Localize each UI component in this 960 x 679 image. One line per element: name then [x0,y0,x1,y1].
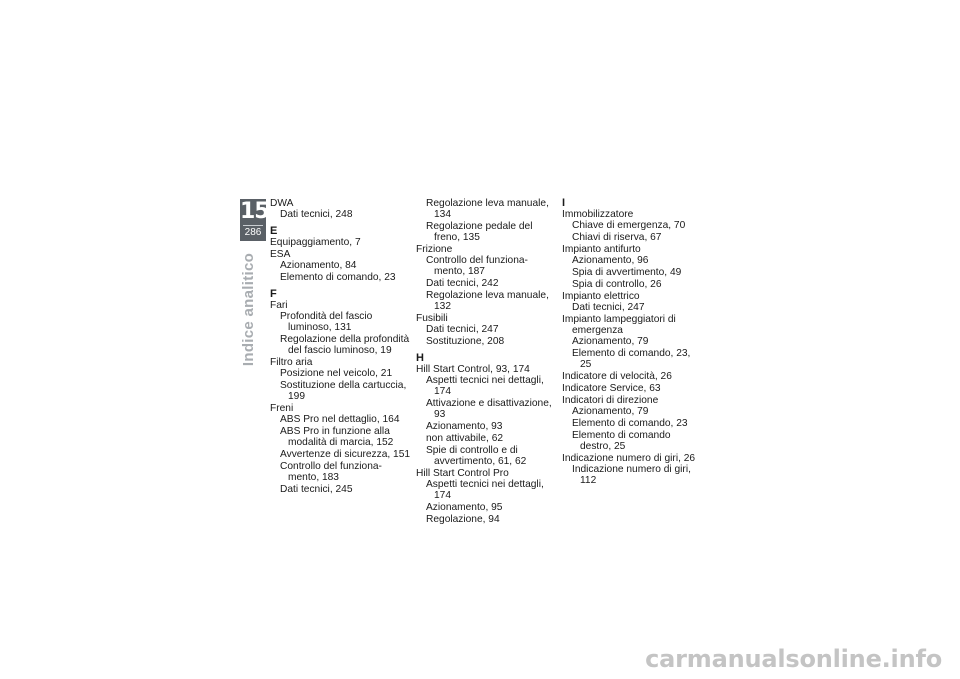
index-subentry-list [270,414,412,495]
index-subentry: Profondità del fascio luminoso, 131 [280,311,373,333]
index-entry-title: Frizione [416,244,453,255]
index-entry [416,313,558,347]
index-column-2 [416,198,558,526]
index-subentry: Regolazione, 94 [426,514,500,525]
index-subentry: Indicazione numero di giri, 112 [572,464,691,486]
index-entry-title: Fusibili [416,313,448,324]
index-entry [270,198,412,220]
index-subentry: Dati tecnici, 247 [572,302,645,313]
index-subentry: non attivabile, 62 [426,433,504,444]
index-subentry: Spia di controllo, 26 [572,279,662,290]
index-entry [562,453,704,486]
index-subentry-list [562,255,704,290]
index-subentry: Sostituzione, 208 [426,336,505,347]
index-subentry: Dati tecnici, 245 [280,484,353,495]
index-entry-title: Impianto elettrico [562,291,640,302]
index-entry [270,300,412,356]
index-entry-title: Impianto lampeggiatori di emergenza [562,314,676,336]
index-column-1 [270,198,412,496]
index-subentry: Sostituzione della cartuccia, 199 [280,380,407,402]
index-subentry: Azionamento, 79 [572,406,649,417]
index-subentry: Chiavi di riserva, 67 [572,232,662,243]
index-subentry: Aspetti tecnici nei dettagli, 174 [426,375,544,397]
index-letter-heading: I [562,197,566,209]
index-subentry: Dati tecnici, 242 [426,278,499,289]
index-entry [562,244,704,290]
index-subentry: Elemento di comando destro, 25 [572,430,671,452]
chapter-number: 15 [240,199,269,224]
index-entry-title: Indicatore Service, 63 [562,383,661,394]
index-entry-title: Hill Start Control Pro [416,468,509,479]
index-entry-title: ESA [270,249,291,260]
index-subentry: Regolazione leva manuale, 134 [426,198,549,220]
index-subentry: Azionamento, 79 [572,336,649,347]
index-entry [562,209,704,243]
index-subentry-list [416,375,558,467]
index-subentry: Attivazione e disattivazione, 93 [426,398,552,420]
index-subentry: Chiave di emergenza, 70 [572,220,686,231]
index-entry [416,244,558,312]
index-entry [416,364,558,467]
index-entry-title: Fari [270,300,288,311]
index-subentry: Elemento di comando, 23 [280,272,396,283]
section-title-text: Indice analitico [240,252,258,366]
index-entry [270,357,412,402]
index-subentry: Regolazione della profondità del fascio luminoso, 19 [280,334,410,356]
index-entry [562,314,704,370]
index-entry-title: Impianto antifurto [562,244,641,255]
index-entry-title: Immobilizzatore [562,209,634,220]
index-subentry: Azionamento, 95 [426,502,503,513]
index-subentry-list [416,198,558,243]
index-subentry: Elemento di comando, 23, 25 [572,348,691,370]
page-number: 286 [244,227,262,238]
index-entry [562,395,704,452]
index-entry-title: Hill Start Control, 93, 174 [416,364,530,375]
index-subentry: Dati tecnici, 247 [426,324,499,335]
index-subentry-list [562,336,704,370]
index-letter-heading: H [416,352,424,364]
index-letter-heading: E [270,225,278,237]
index-subentry-list [416,255,558,312]
index-entry-title: Equipaggiamento, 7 [270,237,361,248]
index-subentry-list [416,479,558,525]
index-subentry-list [270,260,412,283]
index-subentry: Regolazione pedale del freno, 135 [426,221,533,243]
index-entry [562,383,704,394]
index-entry [416,468,558,525]
index-subentry: Regolazione leva manuale, 132 [426,290,549,312]
index-entry [270,237,412,248]
watermark: carmanualsonline.info [645,645,942,673]
index-subentry-list [562,406,704,452]
index-entry [562,371,704,382]
index-subentry: Spia di avvertimento, 49 [572,267,682,278]
index-subentry: Posizione nel veicolo, 21 [280,368,393,379]
index-subentry-list [562,302,704,313]
index-subentry-list [562,220,704,243]
index-subentry-list [270,368,412,402]
index-subentry-list [416,324,558,347]
index-subentry-list [562,464,704,486]
index-subentry: Controllo del funziona-mento, 187 [426,255,528,277]
index-entry-title: Freni [270,403,294,414]
index-subentry: Azionamento, 96 [572,255,649,266]
index-entry-title: Indicatore di velocità, 26 [562,371,672,382]
index-subentry: Controllo del funziona-mento, 183 [280,461,382,483]
section-side-title [227,248,271,370]
index-entry [562,291,704,313]
index-subentry-list [270,311,412,356]
badge-divider [243,225,263,226]
index-subentry: ABS Pro nel dettaglio, 164 [280,414,400,425]
index-letter-heading: F [270,288,277,300]
chapter-badge [240,199,269,241]
index-subentry-list [270,209,412,220]
index-entry-title: Filtro aria [270,357,313,368]
index-entry-title: Indicazione numero di giri, 26 [562,453,696,464]
index-subentry: Azionamento, 93 [426,421,503,432]
index-entry [270,249,412,283]
index-entry [416,198,558,243]
index-subentry: Dati tecnici, 248 [280,209,353,220]
index-entry-title: Indicatori di direzione [562,395,659,406]
index-subentry: ABS Pro in funzione alla modalità di marcia, 152 [280,426,394,448]
index-subentry: Elemento di comando, 23 [572,418,688,429]
index-column-3 [562,198,704,487]
index-subentry: Avvertenze di sicurezza, 151 [280,449,411,460]
index-subentry: Spie di controllo e di avvertimento, 61, 62 [426,445,527,467]
index-subentry: Aspetti tecnici nei dettagli, 174 [426,479,544,501]
index-subentry: Azionamento, 84 [280,260,357,271]
index-entry-title: DWA [270,198,294,209]
index-entry [270,403,412,495]
